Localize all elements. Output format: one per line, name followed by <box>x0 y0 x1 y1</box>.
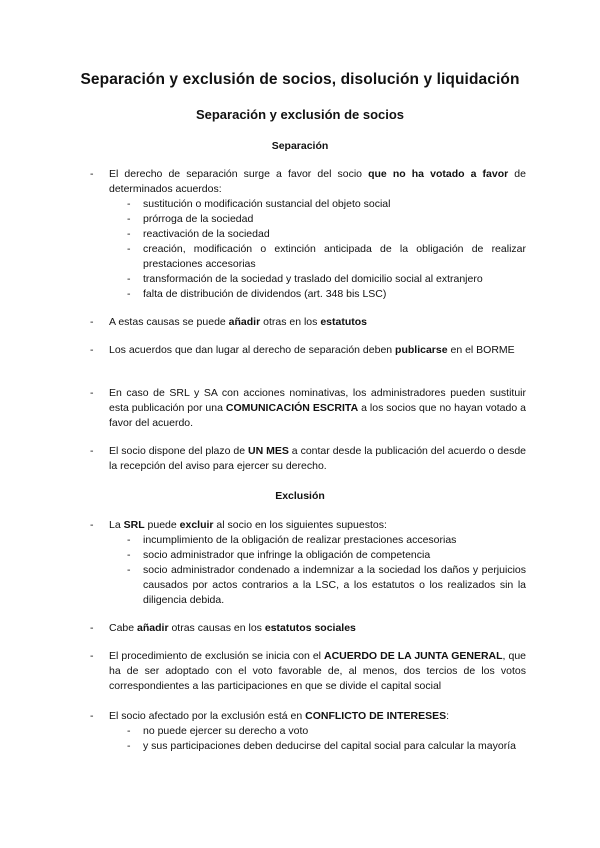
heading-exclusion: Exclusión <box>275 490 325 502</box>
document-title: Separación y exclusión de socios, disolución y liquidación <box>80 71 520 88</box>
sub-list-item: - y sus participaciones deben deducirse del capital social para calcular la mayoría <box>127 740 516 752</box>
list-item: - A estas causas se puede añadir otras en los estatutos <box>90 316 367 328</box>
sub-list-item: - incumplimiento de la obligación de realizar prestaciones accesorias <box>127 534 457 546</box>
list-item: - En caso de SRL y SA con acciones nominativas, los administradores pueden sustituir esta publicación por una COMUNICACIÓN ESCRITA a los socios que no hayan votado a favor del acuerdo. <box>90 387 526 429</box>
list-item: - El socio afectado por la exclusión está en CONFLICTO DE INTERESES: - no puede ejercer su derecho a voto - y sus participaciones deben deducirse del capital social para calcular la mayoría <box>90 709 526 754</box>
sub-list-item: - no puede ejercer su derecho a voto <box>127 725 309 737</box>
sub-list-item: - reactivación de la sociedad <box>127 228 270 240</box>
section-title: Separación y exclusión de socios <box>195 107 405 122</box>
sub-list-item: - falta de distribución de dividendos (art. 348 bis LSC) <box>127 288 387 300</box>
list-item: - El derecho de separación surge a favor del socio que no ha votado a favor de determinados acuerdos: - sustitución o modificación sustancial del objeto social - prórroga de la sociedad - reactivación de la sociedad - creación, modificación o extinción anticipada de la obligación de realizar prestaciones accesorias - transformación de la sociedad y traslado del domicilio social al extranjero - falta de distribución de dividendos (art. 348 bis LSC) <box>90 168 526 300</box>
sub-list-item: - sustitución o modificación sustancial del objeto social <box>127 198 391 210</box>
sub-list-item: - creación, modificación o extinción anticipada de la obligación de realizar prestaciones accesorias <box>127 243 526 270</box>
list-item: - Cabe añadir otras causas en los estatutos sociales <box>90 622 356 634</box>
list-item: - El procedimiento de exclusión se inicia con el ACUERDO DE LA JUNTA GENERAL, que ha de ser adoptado con el voto favorable de, al menos, dos tercios de los votos correspondientes a las participaciones en que se divide el capital social <box>90 650 527 692</box>
sub-list-item: - socio administrador que infringe la obligación de competencia <box>127 549 431 561</box>
heading-separacion: Separación <box>271 140 329 152</box>
sub-list-item: - prórroga de la sociedad <box>127 213 254 225</box>
list-item: - La SRL puede excluir al socio en los siguientes supuestos: - incumplimiento de la obligación de realizar prestaciones accesorias - socio administrador que infringe la obligación de competencia - socio administrador condenado a indemnizar a la sociedad los daños y perjuicios causados por actos contrarios a la LSC, a los estatutos o los realizados sin la diligencia debida. <box>90 519 526 606</box>
list-item: - El socio dispone del plazo de UN MES a contar desde la publicación del acuerdo o desde la recepción del aviso para ejercer su derecho. <box>90 445 526 472</box>
sub-list-item: - transformación de la sociedad y traslado del domicilio social al extranjero <box>127 273 483 285</box>
list-item: - Los acuerdos que dan lugar al derecho de separación deben publicarse en el BORME <box>90 344 515 356</box>
sub-list-item: - socio administrador condenado a indemnizar a la sociedad los daños y perjuicios causados por actos contrarios a la LSC, a los estatutos o los realizados sin la diligencia debida. <box>127 564 526 606</box>
